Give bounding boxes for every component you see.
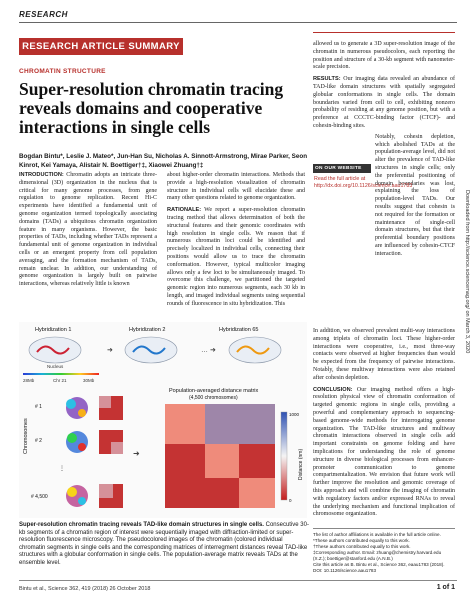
column-2 [167,172,305,309]
online-box [313,164,413,193]
intro-text: Chromatin adopts an intricate three-dimensional (3D) organization in the nucleus that is critical for many genome processes, from gene regulation to genome replication. Recent Hi-C experiments have identified a fundamental unit of genome organization termed topologically associating domains (TADs) a ubiquitous chromatin organization feature in many organisms. However, the basic properties of TADs, including whether TADs represent a fundamental unit of genome organization in individual cells or an emergent property from cell population averaging, and the formation mechanism of TADs, remain unclear. In addition, our understanding of genome organization is largely built on pairwise interactions, whereas relatively little is known [19,172,158,288]
inter-tad-region [205,404,275,444]
footnote-1: The list of author affiliations is available in the full article online. [313,532,441,537]
caption-text: Consecutive 30-kb segments of a chromatin region of interest were sequentially imaged with diffraction-limited or super-resolution fluorescence microscopy. The pseudocolored images of the chromatin (colored individual chromatin segments in single cells and the corresponding matrices of interregment distances reveal TAD-like structures with a globular conformation in single cells. The population-average matrix reveals TADs at the ensemble level. [19,522,309,566]
column-3-bottom [313,328,455,519]
chromatin-trace-1c [78,409,86,417]
results-text-c: In addition, we observed prevalent multi-way interactions among triplets of chromatin loci. These higher-order interactions were cooperative, i.e., most three-way contacts were observed at higher frequencies than would be expected from the frequency of pairwise interactions. Notably, these multiway interactions were also retained after cohesin depletion. [313,328,455,381]
column-3-rule [313,32,455,33]
journal-section-header: RESEARCH [19,10,68,19]
tad-block-2 [205,444,239,478]
results-text-a: Our imaging data revealed an abundance of TAD-like domain structures with spatially segregated globular conformations in single cells. The domain boundaries varied from cell to cell, exhibiting nonzero probability of residing at any genome position, but with a preference at CCCTC-binding factor (CTCF)- and cohesin-binding sites. [313,76,455,129]
rows-ellipsis: ⋮ [59,466,65,472]
conclusion-heading: CONCLUSION: [313,386,353,393]
chromatin-trace-2b [67,433,77,443]
summary-figure [19,322,307,518]
matrix-3-domain [99,484,113,498]
nucleus-label: Nucleus [47,364,64,369]
colorbar-top-label: 1000 [289,412,300,417]
hyb1-label: Hybridization 1 [35,327,72,333]
segment-track-bar [23,373,99,375]
article-type-banner: RESEARCH ARTICLE SUMMARY [19,38,183,55]
rationale-text: We report a super-resolution chromatin tracing method that allows determination of both the structural features and their genomic coordinates with high resolution in single cells. We reason that if numerous chromatin loci could be identified and precisely localized in individual cells, connecting their positions would allow us to trace the chromatin conformation. However, typical multicolor imaging allows only a few loci to be simultaneously imaged. To overcome this challenge, we partitioned the targeted genomic region into numerous segments, each 30 kb in length, and imaged individual segments using sequential rounds of fluorescence in situ hybridization. This [167,207,305,307]
results-heading: RESULTS: [313,76,341,83]
page-number: 1 of 1 [436,584,455,591]
mb-left-label: 28Mb [23,378,35,383]
colorbar-label: Distance (nm) [298,448,304,480]
author-list: Bogdan Bintu*, Leslie J. Mateo*, Jun-Han Su, Nicholas A. Sinnott-Armstrong, Mirae Parker, Seon Kinrot, Kei Yamaya, Alistair N. Boettiger†‡, Xiaowei Zhuang†‡ [19,153,308,169]
column-1 [19,172,157,289]
column-3-top [313,41,455,259]
online-box-heading: ON OUR WEBSITE [313,164,371,173]
chromatin-trace-2c [78,443,86,451]
aggregate-arrow-icon: ➜ [133,449,140,458]
article-title: Super-resolution chromatin tracing reveals domains and cooperative interactions in single cells [19,79,284,137]
row-label-3: # 4,500 [31,494,48,500]
pop-matrix-subtitle: (4,500 chromosomes) [189,395,238,401]
matrix-2-domain [111,442,123,454]
colorbar-bottom-label: 0 [289,498,292,503]
chromatin-trace-1b [66,399,76,409]
footnote-4: ‡Corresponding author. Email: zhuang@chemistry.harvard.edu (X.Z.); boettiger@stanford.edu (A.N.B.) [313,550,442,561]
download-side-note: Downloaded from http://science.sciencemag.org/ on March 3, 2020 [464,190,470,354]
online-article-link[interactable]: Read the full article at http://dx.doi.org/10.1126/science.aau1783 [314,176,413,189]
mb-right-label: 30Mb [83,378,95,383]
pop-matrix-title: Population-averaged distance matrix [169,388,259,394]
hyb65-label: Hybridization 65 [219,327,259,333]
nucleus-shape-65 [229,337,281,363]
results-text-b: Notably, cohesin depletion, which abolished TADs at the population-average level, did not alter the prevalence of TAD-like structures in single cells; only the preferential positioning of domain boundaries was lost, explaining the loss of population-level TADs. Our results suggest that cohesin is not required for the formation or maintenance of single-cell domain structures, but that their preferential boundary positions are influenced by cohesin-CTCF interaction. [375,133,455,257]
footnotes [313,532,455,574]
footnote-rule [313,528,455,529]
conclusion-text: Our imaging method offers a high-resolution physical view of chromatin conformation of targeted genomic regions in single cells, providing a powerful and complementary approach to sequencing-based genome-wide methods for interrogating genome organization. The TAD-like structures and multiway chromatin interactions observed in single cells add important constraints on genome folding and have implications for understanding the role of genome structure in diverse biological processes from enhancer-promoter communication to genome compartmentalization. We envision that future work will further improve the resolution and genomic coverage of this approach and will combine the imaging of chromatin with regulatory factors and/or expressed RNAs to reveal the underlying mechanism and functional implication of chromosome organization. [313,386,455,518]
y-axis-label: Chromosomes [23,418,29,454]
rationale-heading: RATIONALE: [167,207,202,214]
category-label: CHROMATIN STRUCTURE [19,68,106,75]
row-label-2: # 2 [35,438,42,444]
chromatin-trace-3c [78,497,86,505]
chr-label: Chr 21 [53,378,67,383]
nucleus-shape-2 [125,337,177,363]
hyb2-label: Hybridization 2 [129,327,166,333]
figure-graphic [19,322,307,518]
footnote-5: Cite this article as B. Bintu et al., Science 362, eaau1783 (2018). DOI: 10.1126/science.aau1783 [313,562,445,573]
chromatin-trace-3b [67,487,77,497]
intro-heading: INTRODUCTION: [19,172,64,178]
caption-title: Super-resolution chromatin tracing reveals TAD-like domain structures in single cells. [19,522,264,528]
header-rule [19,22,457,23]
footnote-2: *These authors contributed equally to this work. [313,538,410,543]
nucleus-shape [29,337,81,363]
row-label-1: # 1 [35,404,42,410]
matrix-1-domain [99,396,111,408]
tad-block-3 [239,478,275,508]
tad-block-1 [165,404,205,444]
colorbar [281,412,287,500]
figure-caption [19,522,309,568]
footer-citation: Bintu et al., Science 362, 419 (2018) 26 October 2018 [19,586,151,592]
intro-continued: about higher-order chromatin interactions. Methods that provide a high-resolution visualization of chromatin structure in individual cells will elucidate these and many other questions related to genome organization. [167,172,305,202]
footnote-3: †These authors contributed equally to this work. [313,544,411,549]
footer-rule [19,580,457,581]
ellipsis-arrow-icon: … ➜ [201,347,216,354]
rationale-continued: allowed us to generate a 3D super-resolution image of the chromatin in numerous pseudocolors, each reporting the position and structure of a 30-kb segment with nanometer-scale precision. [313,41,455,71]
arrow-icon: ➜ [107,347,113,354]
